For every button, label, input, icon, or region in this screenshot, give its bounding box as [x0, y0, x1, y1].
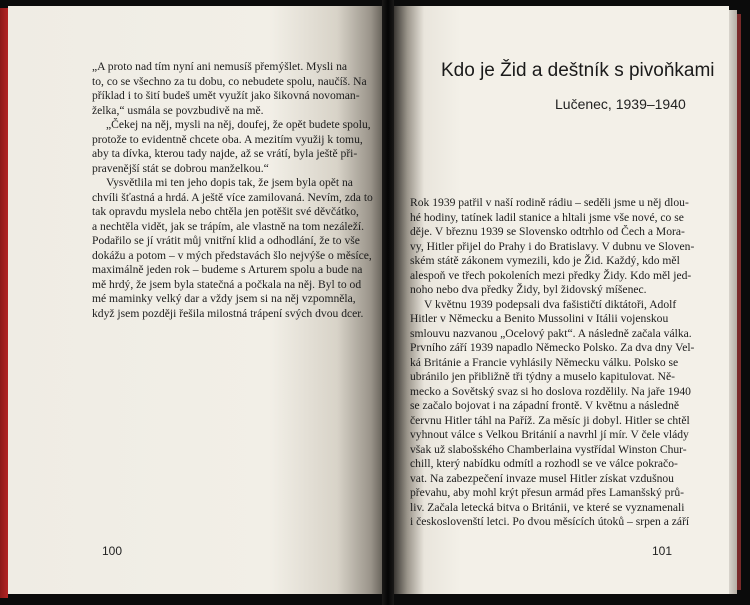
left-page-body: [92, 60, 377, 321]
body-line: liv. Začala letecká bitva o Británii, ve které se vyznamenali: [410, 500, 685, 514]
body-line: chvíli šťastná a hrdá. A ještě více zamilovaná. Nevím, zda to: [92, 190, 373, 204]
body-line: Prvního září 1939 napadlo Německo Polsko. Za dva dny Vel-: [410, 341, 695, 354]
body-line: se začalo bojovat i na západní frontě. V květnu a následně: [410, 399, 680, 412]
body-line: pravenější stát se dobrou manželkou.“: [92, 161, 269, 175]
body-line: děje. V březnu 1939 se Slovensko odtrhlo od Čech a Mora-: [410, 225, 685, 238]
body-line: vyhnout válce s Velkou Británií a navrhl jí mír. V čele vlády: [410, 428, 689, 441]
page-number-right: 101: [652, 544, 673, 558]
body-line: Vysvětlila mi ten jeho dopis tak, že jsem byla opět na: [106, 176, 353, 189]
body-line: maximálně jeden rok – budeme s Arturem spolu a bude na: [92, 263, 363, 276]
body-line: ubránilo jen přibližně tři týdny a muselo kapitulovat. Ně-: [410, 370, 675, 383]
body-line: V květnu 1939 podepsali dva fašističtí diktátoři, Adolf: [424, 297, 677, 311]
body-line: želka,“ usmála se povzbudivě na mě.: [92, 103, 264, 117]
body-line: smlouvu nazvanou „Ocelový pakt“. A následně začala válka.: [410, 326, 692, 340]
right-page-body: [410, 196, 700, 530]
body-line: chill, který nabídku odmítl a rozhodl se ve válce pokračo-: [410, 457, 678, 470]
body-line: to, co se všechno za tu dobu, co nebudete spolu, naučíš. Na: [92, 74, 367, 88]
body-line: hé hodiny, tatínek ladil stanice a hltali jsme vše nové, co se: [410, 210, 684, 224]
body-line: a nechtěla vidět, jak se trápím, ale vlastně na tom nezáleží.: [92, 219, 365, 233]
body-line: tak opravdu myslela nebo chtěla jen potěšit své děvčátko,: [92, 205, 359, 218]
body-line: mě hrdý, že jsem byla statečná a počkala na něj. Byl to od: [92, 277, 362, 291]
body-line: dokážu a potom – v mých představách šlo nejvýše o měsíce,: [92, 248, 372, 262]
body-line: mecko a Sovětský svaz si ho doslova rozdělily. Na jaře 1940: [410, 384, 691, 398]
body-line: Podařilo se jí vrátit můj vnitřní klid a odhodlání, že to vše: [92, 234, 360, 247]
body-line: ká Británie a Francie vyhlásily Německu válku. Polsko se: [410, 355, 679, 369]
book-cover-edge: [0, 8, 8, 598]
body-line: vy, Hitler přijel do Prahy i do Bratislavy. V dubnu ve Sloven-: [410, 239, 695, 253]
body-line: však už slabošského Chamberlaina vystřídal Winston Chur-: [410, 442, 687, 456]
body-line: když jsem později řešila milostná trápení svých dvou dcer.: [92, 306, 364, 320]
body-line: „Čekej na něj, mysli na něj, doufej, že opět budete spolu,: [106, 118, 371, 131]
body-line: převahu, aby mohl krýt přesun armád přes Lamanšský prů-: [410, 486, 684, 499]
body-line: aby ta dívka, kterou tady najde, až se vrátí, byla ještě při-: [92, 147, 358, 160]
body-line: Hitler v Německu a Benito Mussolini v Itálii vojenskou: [410, 312, 669, 325]
body-line: noho nebo dva předky Židy, byl židovský míšenec.: [410, 283, 647, 296]
body-line: ském státě zákonem vymezili, kdo je Žid. Každý, kdo měl: [410, 254, 680, 267]
book-cover-edge-right: [737, 14, 741, 590]
body-line: alespoň ve třech pokoleních mezi předky Židy. Kdo měl jed-: [410, 268, 692, 282]
chapter-title: Kdo je Žid a deštník s pivoňkami: [441, 60, 715, 81]
body-line: Rok 1939 patřil v naší rodině rádiu – seděli jsme u něj dlou-: [410, 196, 689, 209]
page-edges: [729, 10, 737, 594]
body-line: „A proto nad tím nyní ani nemusíš přemýšlet. Mysli na: [92, 60, 348, 73]
body-line: vat. Na zabezpečení invaze musel Hitler získat vzdušnou: [410, 471, 674, 485]
body-line: příklad i to šití budeš umět využít jako šikovná novoman-: [92, 89, 360, 102]
page-number-left: 100: [102, 544, 123, 558]
body-line: protože to evidentně chcete oba. A mezitím využij k tomu,: [92, 132, 363, 146]
chapter-subtitle: Lučenec, 1939–1940: [555, 96, 686, 112]
body-line: mé maminky velký dar a vždy jsem si na něj vzpomněla,: [92, 292, 356, 305]
body-line: i českoslovenští letci. Po dvou měsících útoků – srpen a září: [410, 515, 690, 528]
book-gutter: [382, 0, 394, 605]
body-line: červnu Hitler táhl na Paříž. Za měsíc ji dobyl. Hitler se chtěl: [410, 413, 690, 427]
